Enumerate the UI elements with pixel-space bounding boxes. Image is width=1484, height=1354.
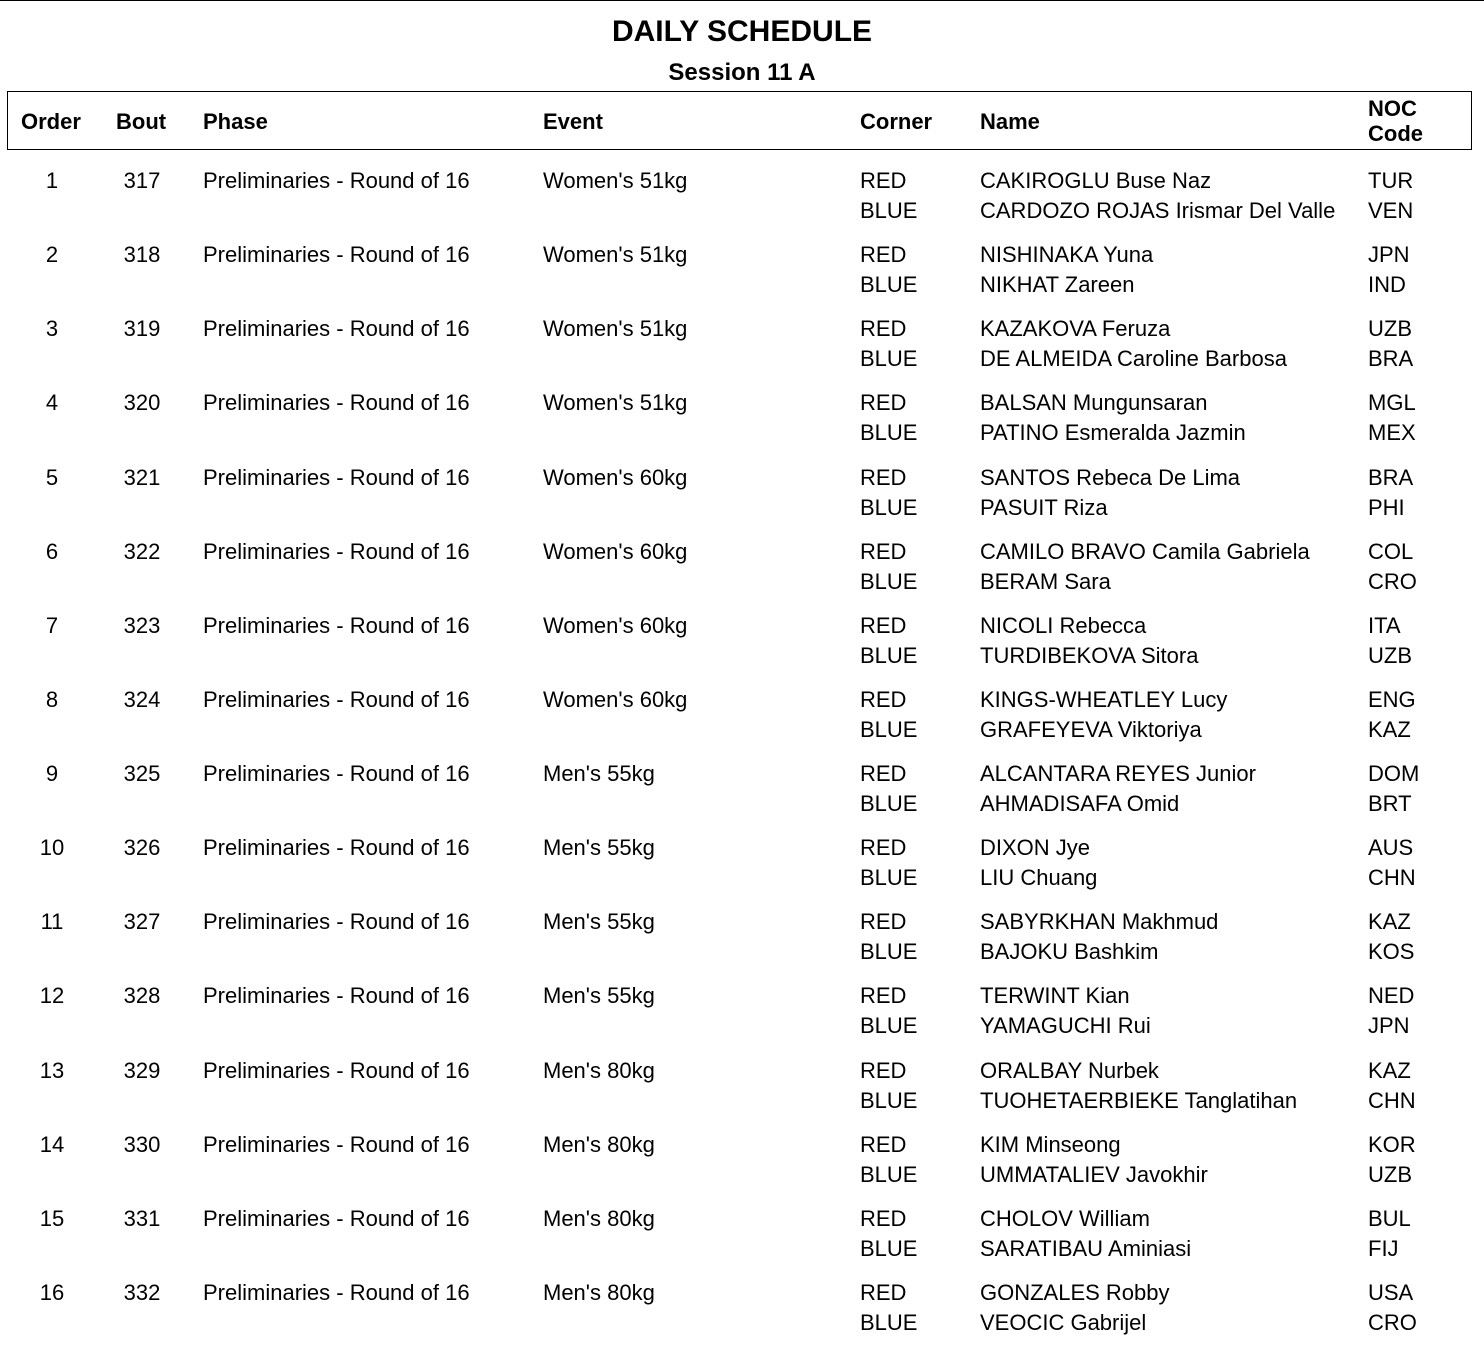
blue-corner-cell: BLUE [860, 865, 918, 891]
phase-cell: Preliminaries - Round of 16 [203, 612, 470, 638]
event-cell: Men's 80kg [543, 1131, 655, 1157]
event-cell: Men's 80kg [543, 1057, 655, 1083]
blue-name-cell: NIKHAT Zareen [980, 272, 1135, 298]
blue-noc-cell: FIJ [1368, 1235, 1399, 1261]
red-name-cell: TERWINT Kian [980, 983, 1130, 1009]
phase-cell: Preliminaries - Round of 16 [203, 761, 470, 786]
red-noc-cell: UZB [1368, 316, 1412, 342]
blue-noc-cell: MEX [1368, 420, 1416, 446]
header-corner: Corner [860, 109, 933, 134]
table-row [0, 537, 1484, 611]
red-name-cell: BALSAN Mungunsaran [980, 390, 1208, 416]
red-name-cell: SABYRKHAN Makhmud [980, 909, 1219, 935]
bout-cell: 318 [123, 242, 161, 268]
blue-corner-cell: BLUE [860, 939, 918, 965]
red-name-cell: SANTOS Rebeca De Lima [980, 464, 1241, 490]
blue-name-cell: PASUIT Riza [980, 494, 1108, 520]
blue-corner-cell: BLUE [860, 1161, 918, 1187]
header-noc-line2: Code [1368, 121, 1423, 146]
header-bout: Bout [116, 109, 167, 134]
event-cell: Women's 51kg [543, 390, 688, 416]
event-cell: Men's 55kg [543, 909, 655, 935]
order-cell: 3 [45, 316, 59, 342]
blue-name-cell: VEOCIC Gabrijel [980, 1309, 1147, 1335]
order-cell: 16 [39, 1279, 65, 1305]
event-cell: Women's 60kg [543, 686, 688, 712]
blue-noc-cell: KOS [1368, 939, 1415, 965]
red-name-cell: KINGS-WHEATLEY Lucy [980, 686, 1228, 712]
blue-corner-cell: BLUE [860, 494, 918, 520]
red-corner-cell: RED [860, 835, 907, 861]
blue-name-cell: AHMADISAFA Omid [980, 791, 1180, 816]
red-corner-cell: RED [860, 1279, 907, 1305]
blue-name-cell: TUOHETAERBIEKE Tanglatihan [980, 1087, 1298, 1113]
blue-name-cell: CARDOZO ROJAS Irismar Del Valle [980, 198, 1336, 223]
blue-name-cell: YAMAGUCHI Rui [980, 1013, 1151, 1039]
event-cell: Women's 51kg [543, 242, 688, 268]
document-title: DAILY SCHEDULE [611, 15, 873, 48]
blue-name-cell: UMMATALIEV Javokhir [980, 1161, 1208, 1187]
order-cell: 2 [45, 242, 59, 268]
header-phase: Phase [203, 109, 268, 134]
red-corner-cell: RED [860, 1205, 907, 1231]
blue-noc-cell: CHN [1368, 1087, 1416, 1113]
bout-cell: 320 [123, 390, 161, 416]
blue-noc-cell: UZB [1368, 642, 1412, 668]
order-cell: 15 [39, 1205, 65, 1231]
blue-corner-cell: BLUE [860, 568, 918, 594]
blue-noc-cell: VEN [1368, 198, 1414, 223]
table-row [0, 759, 1484, 833]
red-name-cell: CAMILO BRAVO Camila Gabriela [980, 538, 1310, 564]
red-name-cell: CHOLOV William [980, 1205, 1150, 1231]
phase-cell: Preliminaries - Round of 16 [203, 983, 470, 1009]
phase-cell: Preliminaries - Round of 16 [203, 316, 470, 342]
red-corner-cell: RED [860, 168, 907, 193]
blue-corner-cell: BLUE [860, 1235, 918, 1261]
red-noc-cell: ITA [1368, 612, 1401, 638]
red-noc-cell: JPN [1368, 242, 1410, 268]
event-cell: Men's 55kg [543, 835, 655, 861]
table-row [0, 1056, 1484, 1130]
event-cell: Men's 80kg [543, 1205, 655, 1231]
bout-cell: 327 [123, 909, 161, 935]
table-row [0, 981, 1484, 1055]
event-cell: Women's 60kg [543, 464, 688, 490]
red-noc-cell: KAZ [1368, 1057, 1411, 1083]
red-noc-cell: TUR [1368, 168, 1414, 193]
header-noc-line1: NOC [1368, 96, 1417, 121]
blue-name-cell: BAJOKU Bashkim [980, 939, 1159, 965]
blue-noc-cell: BRA [1368, 346, 1414, 372]
red-corner-cell: RED [860, 761, 907, 786]
table-row [0, 611, 1484, 685]
blue-name-cell: DE ALMEIDA Caroline Barbosa [980, 346, 1287, 372]
table-row [0, 314, 1484, 388]
phase-cell: Preliminaries - Round of 16 [203, 909, 470, 935]
bout-cell: 317 [123, 168, 161, 193]
blue-name-cell: GRAFEYEVA Viktoriya [980, 716, 1202, 742]
bout-cell: 319 [123, 316, 161, 342]
bout-cell: 331 [123, 1205, 161, 1231]
red-corner-cell: RED [860, 242, 907, 268]
red-corner-cell: RED [860, 538, 907, 564]
red-corner-cell: RED [860, 1057, 907, 1083]
table-row [0, 463, 1484, 537]
red-noc-cell: USA [1368, 1279, 1414, 1305]
bout-cell: 325 [123, 761, 161, 786]
table-row [0, 1130, 1484, 1204]
table-row [0, 240, 1484, 314]
blue-corner-cell: BLUE [860, 1087, 918, 1113]
order-cell: 10 [39, 835, 65, 861]
event-cell: Men's 55kg [543, 761, 655, 786]
order-cell: 9 [45, 761, 59, 786]
red-noc-cell: BUL [1368, 1205, 1411, 1231]
blue-noc-cell: PHI [1368, 494, 1405, 520]
bout-cell: 324 [123, 686, 161, 712]
red-name-cell: KAZAKOVA Feruza [980, 316, 1171, 342]
red-noc-cell: DOM [1368, 761, 1420, 786]
red-noc-cell: AUS [1368, 835, 1414, 861]
bout-cell: 326 [123, 835, 161, 861]
red-noc-cell: KAZ [1368, 909, 1411, 935]
blue-noc-cell: UZB [1368, 1161, 1412, 1187]
blue-noc-cell: JPN [1368, 1013, 1410, 1039]
bout-cell: 328 [123, 983, 161, 1009]
phase-cell: Preliminaries - Round of 16 [203, 1131, 470, 1157]
event-cell: Men's 55kg [543, 983, 655, 1009]
red-corner-cell: RED [860, 686, 907, 712]
red-name-cell: KIM Minseong [980, 1131, 1121, 1157]
table-row [0, 685, 1484, 759]
order-cell: 5 [45, 464, 59, 490]
red-corner-cell: RED [860, 612, 907, 638]
red-name-cell: NISHINAKA Yuna [980, 242, 1154, 268]
red-noc-cell: ENG [1368, 686, 1416, 712]
phase-cell: Preliminaries - Round of 16 [203, 168, 470, 193]
red-name-cell: DIXON Jye [980, 835, 1091, 861]
red-noc-cell: MGL [1368, 390, 1416, 416]
order-cell: 11 [40, 909, 64, 935]
red-corner-cell: RED [860, 464, 907, 490]
red-corner-cell: RED [860, 316, 907, 342]
red-corner-cell: RED [860, 983, 907, 1009]
table-row [0, 833, 1484, 907]
header-event: Event [543, 109, 603, 134]
order-cell: 1 [45, 168, 59, 193]
phase-cell: Preliminaries - Round of 16 [203, 1205, 470, 1231]
blue-corner-cell: BLUE [860, 1309, 918, 1335]
blue-name-cell: BERAM Sara [980, 568, 1111, 594]
order-cell: 4 [45, 390, 59, 416]
phase-cell: Preliminaries - Round of 16 [203, 242, 470, 268]
phase-cell: Preliminaries - Round of 16 [203, 390, 470, 416]
table-row [0, 388, 1484, 462]
blue-corner-cell: BLUE [860, 716, 918, 742]
blue-noc-cell: CRO [1368, 1309, 1417, 1335]
order-cell: 14 [39, 1131, 65, 1157]
table-row [0, 1204, 1484, 1278]
blue-name-cell: TURDIBEKOVA Sitora [980, 642, 1199, 668]
table-row [0, 907, 1484, 981]
red-name-cell: GONZALES Robby [980, 1279, 1170, 1305]
blue-noc-cell: CHN [1368, 865, 1416, 891]
event-cell: Women's 51kg [543, 316, 688, 342]
order-cell: 7 [45, 612, 59, 638]
session-subtitle: Session 11 A [668, 59, 816, 86]
blue-noc-cell: IND [1368, 272, 1406, 298]
red-name-cell: NICOLI Rebecca [980, 612, 1147, 638]
bout-cell: 330 [123, 1131, 161, 1157]
blue-name-cell: LIU Chuang [980, 865, 1098, 891]
blue-name-cell: PATINO Esmeralda Jazmin [980, 420, 1246, 446]
blue-corner-cell: BLUE [860, 642, 918, 668]
red-noc-cell: NED [1368, 983, 1415, 1009]
blue-corner-cell: BLUE [860, 272, 918, 298]
phase-cell: Preliminaries - Round of 16 [203, 1279, 470, 1305]
blue-noc-cell: BRT [1368, 791, 1412, 816]
event-cell: Women's 60kg [543, 538, 688, 564]
event-cell: Men's 80kg [543, 1279, 655, 1305]
red-corner-cell: RED [860, 909, 907, 935]
blue-corner-cell: BLUE [860, 346, 918, 372]
red-corner-cell: RED [860, 1131, 907, 1157]
blue-corner-cell: BLUE [860, 420, 918, 446]
phase-cell: Preliminaries - Round of 16 [203, 1057, 470, 1083]
event-cell: Women's 51kg [543, 168, 688, 193]
red-noc-cell: COL [1368, 538, 1414, 564]
phase-cell: Preliminaries - Round of 16 [203, 835, 470, 861]
phase-cell: Preliminaries - Round of 16 [203, 538, 470, 564]
red-name-cell: ALCANTARA REYES Junior [980, 761, 1256, 786]
table-row [0, 1278, 1484, 1352]
order-cell: 6 [45, 538, 59, 564]
phase-cell: Preliminaries - Round of 16 [203, 686, 470, 712]
table-row [0, 166, 1484, 240]
header-name: Name [980, 109, 1040, 134]
blue-name-cell: SARATIBAU Aminiasi [980, 1235, 1192, 1261]
blue-corner-cell: BLUE [860, 198, 918, 223]
bout-cell: 323 [123, 612, 161, 638]
phase-cell: Preliminaries - Round of 16 [203, 464, 470, 490]
blue-noc-cell: CRO [1368, 568, 1417, 594]
red-noc-cell: KOR [1368, 1131, 1416, 1157]
red-noc-cell: BRA [1368, 464, 1414, 490]
bout-cell: 332 [123, 1279, 161, 1305]
bout-cell: 321 [123, 464, 161, 490]
bout-cell: 329 [123, 1057, 161, 1083]
blue-noc-cell: KAZ [1368, 716, 1411, 742]
red-name-cell: ORALBAY Nurbek [980, 1057, 1159, 1083]
blue-corner-cell: BLUE [860, 791, 918, 816]
red-name-cell: CAKIROGLU Buse Naz [980, 168, 1212, 193]
event-cell: Women's 60kg [543, 612, 688, 638]
red-corner-cell: RED [860, 390, 907, 416]
header-order: Order [21, 109, 81, 134]
order-cell: 12 [39, 983, 65, 1009]
order-cell: 8 [45, 686, 59, 712]
order-cell: 13 [39, 1057, 65, 1083]
blue-corner-cell: BLUE [860, 1013, 918, 1039]
bout-cell: 322 [123, 538, 161, 564]
